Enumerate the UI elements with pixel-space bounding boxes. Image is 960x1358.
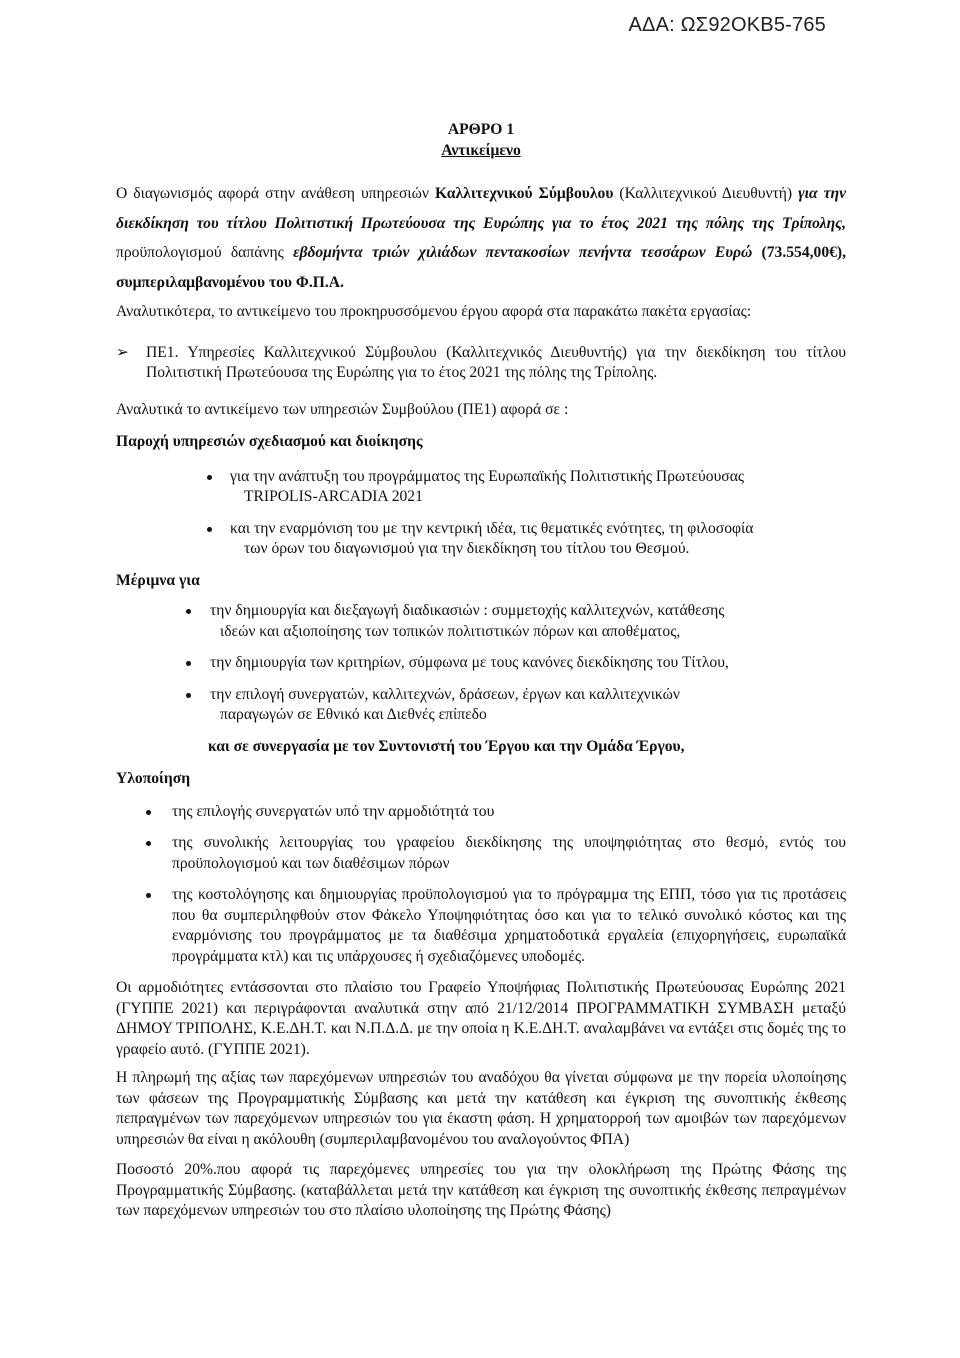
list-item-text: της συνολικής λειτουργίας του γραφείου διεκδίκησης της υποψηφιότητας στο θεσμό, εντός του προϋπολογισμού και των διαθέσιμων πόρων [172, 834, 846, 872]
intro-paragraph-2: Αναλυτικότερα, το αντικείμενο του προκηρυσσόμενου έργου αφορά στα παρακάτω πακέτα εργασίας: [116, 303, 752, 320]
list-item-text: για την ανάπτυξη του προγράμματος της Ευρωπαϊκής Πολιτιστικής Πρωτεύουσας [230, 467, 745, 485]
list-item [116, 467, 846, 508]
article-title: ΑΡΘΡΟ 1 [447, 121, 515, 138]
bullet-icon [207, 475, 212, 480]
list-item-cont: των όρων του διαγωνισμού για την διεκδίκηση του τίτλου του Θεσμού. [244, 540, 690, 557]
cooperation-line: και σε συνεργασία με τον Συντονιστή του Έργου και την Ομάδα Έργου, [208, 737, 685, 755]
intro-text-3: (Καλλιτεχνικού Διευθυντή) [613, 185, 799, 202]
intro-text-2: Καλλιτεχνικού Σύμβουλου [434, 185, 614, 202]
closing-paragraph-3: Ποσοστό 20%.που αφορά τις παρεχόμενες υπηρεσίες του για την ολοκλήρωση της Πρώτης Φάσης της Προγραμματικής Σύμβασης. (καταβάλλεται μετά την κατάθεση και έγκριση της συνοπτικής έκθεσης πεπραγμένων των παρεχόμενων υπηρεσιών του στο πλαίσιο υλοποίησης της Πρώτης Φάσης) [116, 1161, 846, 1219]
intro-text-1: Ο διαγωνισμός αφορά στην ανάθεση υπηρεσιών [116, 185, 435, 202]
intro-text-8: συμπεριλαμβανομένου του Φ.Π.Α. [116, 273, 344, 291]
care-list [116, 601, 846, 726]
list-item [116, 885, 846, 967]
implementation-heading: Υλοποίηση [116, 770, 191, 787]
closing-paragraph-2: Η πληρωμή της αξίας των παρεχόμενων υπηρεσιών του αναδόχου θα γίνεται σύμφωνα με την πορεία υλοποίησης των φάσεων της Προγραμματικής Σύμβασης και μετά την κατάθεση και έγκριση της συνοπτικής έκθεσης πεπραγμένων των παρεχόμενων υπηρεσιών του για έκαστη φάση. Η χρηματορροή των αμοιβών των παρεχόμενων υπηρεσιών θα είναι η ακόλουθη (συμπεριλαμβανομένου του αναλογούντος ΦΠΑ) [116, 1069, 846, 1148]
bullet-icon [186, 609, 191, 614]
intro-text-4: για την διεκδίκηση του τίτλου Πολιτιστική Πρωτεύουσα της Ευρώπης για το έτος 2021 της πόλης της Τρίπολης, [116, 185, 847, 232]
list-item [116, 519, 846, 560]
list-item-text: της κοστολόγησης και δημιουργίας προϋπολογισμού για το πρόγραμμα της ΕΠΠ, τόσο για τις προτάσεις που θα συμπεριληφθούν στον Φάκελο Υποψηφιότητας όσο και για το τελικό συνολικό κόστος και της εναρμόνισης του προγράμματος με τα διαθέσιμα χρηματοδοτικά εργαλεία (επιχορηγήσεις, ευρωπαϊκά προγράμματα κτλ) και τις υπάρχουσες ή σχεδιαζόμενες υποδομές. [172, 886, 846, 965]
design-list [116, 467, 846, 560]
list-item-text: της επιλογής συνεργατών υπό την αρμοδιότητά του [172, 802, 495, 820]
list-item-cont: ιδεών και αξιοποίησης των τοπικών πολιτιστικών πόρων και αποθέματος, [220, 622, 681, 640]
list-item-text: και την εναρμόνιση του με την κεντρική ιδέα, τις θεματικές ενότητες, τη φιλοσοφία [230, 519, 754, 537]
intro-paragraph [116, 179, 846, 297]
bullet-icon [207, 527, 212, 532]
bullet-icon [186, 661, 191, 666]
bullet-icon [146, 893, 151, 898]
bullet-icon [146, 841, 151, 846]
design-heading: Παροχή υπηρεσιών σχεδιασμού και διοίκησης [116, 433, 423, 450]
work-package-pe1 [116, 343, 846, 384]
list-item [116, 802, 846, 823]
closing-paragraph-1: Οι αρμοδιότητες εντάσσονται στο πλαίσιο του Γραφείο Υποψήφιας Πολιτιστικής Πρωτεύουσας Ευρώπης 2021 (ΓΥΠΠΕ 2021) και περιγράφονται αναλυτικά στην από 21/12/2014 ΠΡΟΓΡΑΜΜΑΤΙΚΗ ΣΥΜΒΑΣΗ μεταξύ ΔΗΜΟΥ ΤΡΙΠΟΛΗΣ, Κ.Ε.ΔΗ.Τ. και Ν.Π.Δ.Δ. με την οποία η Κ.Ε.ΔΗ.Τ. αναλαμβάνει να εντάξει στις δομές της το γραφείο αυτό. (ΓΥΠΠΕ 2021). [116, 979, 846, 1058]
document-page [116, 120, 846, 1222]
intro-text-5: προϋπολογισμού δαπάνης [116, 244, 294, 261]
list-item [116, 833, 846, 874]
list-item-cont: παραγωγών σε Εθνικό και Διεθνές επίπεδο [220, 706, 487, 723]
scope-paragraph: Αναλυτικά το αντικείμενο των υπηρεσιών Συμβούλου (ΠΕ1) αφορά σε : [116, 400, 569, 418]
intro-text-7: (73.554,00€), [752, 244, 847, 261]
list-item-text: την δημιουργία των κριτηρίων, σύμφωνα με τους κανόνες διεκδίκησης του Τίτλου, [210, 654, 729, 671]
arrow-bullet-icon: ➢ [116, 343, 130, 361]
article-subtitle: Αντικείμενο [441, 141, 521, 159]
implementation-list [116, 802, 846, 968]
ada-code: ΑΔΑ: ΩΣ92ΟΚΒ5-765 [628, 14, 826, 36]
pe1-text: ΠΕ1. Υπηρεσίες Καλλιτεχνικού Σύμβουλου (Καλλιτεχνικός Διευθυντής) για την διεκδίκηση του τίτλου Πολιτιστική Πρωτεύουσα της Ευρώπης για το έτος 2021 της πόλης της Τρίπολης. [146, 343, 846, 381]
bullet-icon [146, 810, 151, 815]
care-heading: Μέριμνα για [116, 571, 200, 589]
list-item [186, 685, 846, 726]
list-item-text: την επιλογή συνεργατών, καλλιτεχνών, δράσεων, έργων και καλλιτεχνικών [210, 685, 680, 703]
bullet-icon [186, 693, 191, 698]
list-item-text: την δημιουργία και διεξαγωγή διαδικασιών : συμμετοχής καλλιτεχνών, κατάθεσης [210, 602, 725, 619]
list-item [186, 601, 846, 642]
intro-text-6: εβδομήντα τριών χιλιάδων πεντακοσίων πενήντα τεσσάρων Ευρώ [293, 244, 753, 261]
list-item-cont: TRIPOLIS-ARCADIA 2021 [244, 488, 423, 505]
list-item [186, 653, 846, 674]
